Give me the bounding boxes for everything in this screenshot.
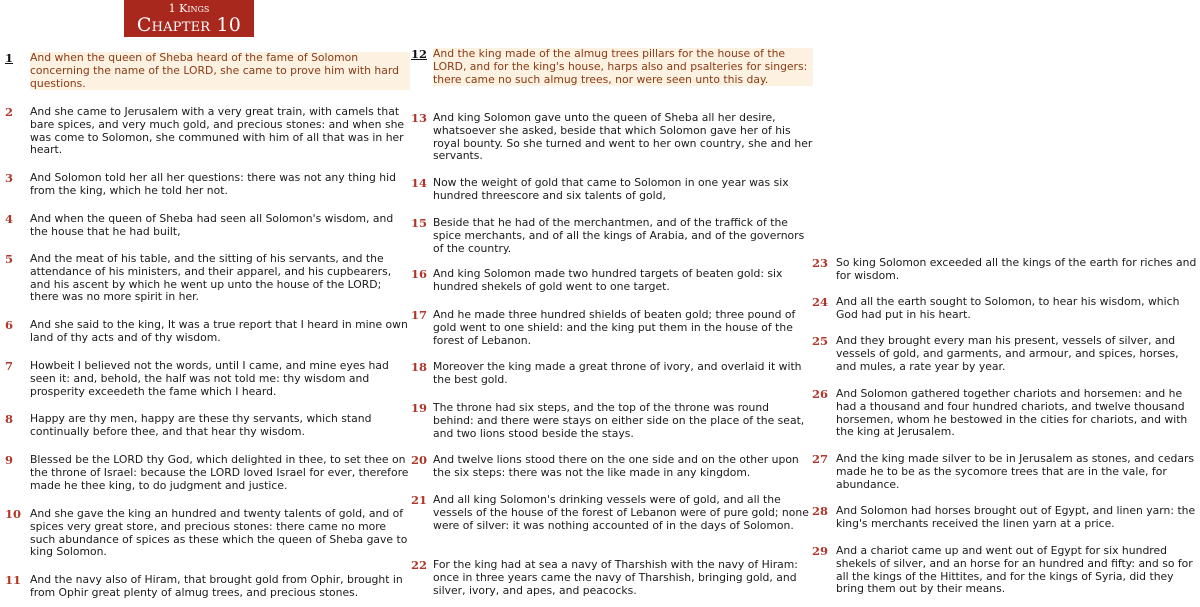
verse-number[interactable]: 26 — [812, 387, 829, 401]
verse-number[interactable]: 17 — [411, 308, 428, 322]
verse-number[interactable]: 9 — [5, 453, 14, 467]
verse-text: And he made three hundred shields of beaten gold; three pound of gold went to one shield: and the king put them in the house of the forest of Lebanon. — [433, 308, 796, 347]
verse-number[interactable]: 16 — [411, 267, 428, 281]
verse-number[interactable]: 15 — [411, 216, 428, 230]
verse-text: And a chariot came up and went out of Egypt for six hundred shekels of silver, and an horse for an hundred and fifty: and so for all the kings of the Hittites, and for the kings of Syria, did they bring them out by their means. — [836, 544, 1193, 596]
verse-text: Blessed be the LORD thy God, which delighted in thee, to set thee on the throne of Israel: because the LORD loved Israel for ever, therefore made he thee king, to do judgment and justice. — [30, 453, 409, 492]
verse-number[interactable]: 25 — [812, 334, 829, 348]
verse-number[interactable]: 8 — [5, 412, 14, 426]
verse-number[interactable]: 23 — [812, 256, 829, 270]
verse-number[interactable]: 5 — [5, 252, 14, 266]
verse-number[interactable]: 19 — [411, 401, 428, 415]
verse-number[interactable]: 24 — [812, 295, 829, 309]
verse-text: And the navy also of Hiram, that brought gold from Ophir, brought in from Ophir great plenty of almug trees, and precious stones. — [30, 573, 403, 599]
verse-number[interactable]: 12 — [411, 47, 428, 61]
verse-text: And when the queen of Sheba had seen all Solomon's wisdom, and the house that he had built, — [30, 212, 394, 238]
verse-number[interactable]: 1 — [5, 51, 14, 65]
verse-text: And all king Solomon's drinking vessels were of gold, and all the vessels of the house of the forest of Lebanon were of pure gold; none were of silver: it was nothing accounted of in the days of Solomon. — [433, 493, 809, 532]
verse-number[interactable]: 4 — [5, 212, 14, 226]
verse-text: For the king had at sea a navy of Tharshish with the navy of Hiram: once in three years came the navy of Tharshish, bringing gold, and silver, ivory, and apes, and peacocks. — [433, 558, 798, 597]
chapter-header — [124, 0, 254, 37]
verse-text: And the meat of his table, and the sitting of his servants, and the attendance of his ministers, and their apparel, and his cupbearers, and his ascent by which he went up unto the house of the LORD; there was no more spirit in her. — [30, 252, 392, 304]
verse-number[interactable]: 2 — [5, 105, 14, 119]
verse-text: Happy are thy men, happy are these thy servants, which stand continually before thee, and that hear thy wisdom. — [30, 412, 372, 438]
chapter-title: Chapter 10 — [136, 14, 242, 36]
verse-number[interactable]: 21 — [411, 493, 428, 507]
verse-text: And Solomon had horses brought out of Egypt, and linen yarn: the king's merchants received the linen yarn at a price. — [836, 504, 1196, 530]
verse-number[interactable]: 22 — [411, 558, 428, 572]
verse-text: And king Solomon made two hundred targets of beaten gold: six hundred shekels of gold went to one target. — [433, 267, 783, 293]
verse-text: And she came to Jerusalem with a very great train, with camels that bare spices, and very much gold, and precious stones: and when she was come to Solomon, she communed with him of all that was in her heart. — [30, 105, 405, 157]
verse-number[interactable]: 28 — [812, 504, 829, 518]
verse-number[interactable]: 11 — [5, 573, 22, 587]
verse-number[interactable]: 10 — [5, 507, 22, 521]
verse-text: Now the weight of gold that came to Solomon in one year was six hundred threescore and six talents of gold, — [433, 176, 789, 202]
verse-text: So king Solomon exceeded all the kings of the earth for riches and for wisdom. — [836, 256, 1197, 282]
verse-number[interactable]: 18 — [411, 360, 428, 374]
verse-text: And Solomon told her all her questions: there was not any thing hid from the king, which he told her not. — [30, 171, 396, 197]
verse-text: And all the earth sought to Solomon, to hear his wisdom, which God had put in his heart. — [836, 295, 1180, 321]
book-title: 1 Kings — [168, 2, 210, 15]
verse-text: Moreover the king made a great throne of ivory, and overlaid it with the best gold. — [433, 360, 802, 386]
verse-number[interactable]: 14 — [411, 176, 428, 190]
verse-text: And twelve lions stood there on the one side and on the other upon the six steps: there was not the like made in any kingdom. — [433, 453, 799, 479]
verse-number[interactable]: 3 — [5, 171, 14, 185]
verse-text: And the king made of the almug trees pillars for the house of the LORD, and for the king's house, harps also and psalteries for singers: there came no such almug trees, nor were seen unto this day. — [433, 48, 813, 86]
verse-number[interactable]: 7 — [5, 359, 14, 373]
verse-text: And when the queen of Sheba heard of the fame of Solomon concerning the name of the LORD, she came to prove him with hard questions. — [30, 52, 410, 90]
verse-text: And she said to the king, It was a true report that I heard in mine own land of thy acts and of thy wisdom. — [30, 318, 408, 344]
verse-text: And king Solomon gave unto the queen of Sheba all her desire, whatsoever she asked, beside that which Solomon gave her of his royal bounty. So she turned and went to her own country, she and her servants. — [433, 111, 813, 163]
verse-text: And Solomon gathered together chariots and horsemen: and he had a thousand and four hundred chariots, and twelve thousand horsemen, whom he bestowed in the cities for chariots, and with the king at Jerusalem. — [836, 387, 1188, 439]
verse-text: Beside that he had of the merchantmen, and of the traffick of the spice merchants, and of all the kings of Arabia, and of the governors of the country. — [433, 216, 805, 255]
verse-number[interactable]: 13 — [411, 111, 428, 125]
verse-text: And they brought every man his present, vessels of silver, and vessels of gold, and garments, and armour, and spices, horses, and mules, a rate year by year. — [836, 334, 1179, 373]
verse-text: The throne had six steps, and the top of the throne was round behind: and there were stays on either side on the place of the seat, and two lions stood beside the stays. — [433, 401, 805, 440]
verse-text: Howbeit I believed not the words, until I came, and mine eyes had seen it: and, behold, the half was not told me: thy wisdom and prosperity exceedeth the fame which I heard. — [30, 359, 389, 398]
verse-number[interactable]: 29 — [812, 544, 829, 558]
verse-number[interactable]: 20 — [411, 453, 428, 467]
verse-number[interactable]: 27 — [812, 452, 829, 466]
verse-number[interactable]: 6 — [5, 318, 14, 332]
verse-text: And she gave the king an hundred and twenty talents of gold, and of spices very great store, and precious stones: there came no more such abundance of spices as these which the queen of Sheba gave to king Solomon. — [30, 507, 408, 559]
verse-text: And the king made silver to be in Jerusalem as stones, and cedars made he to be as the sycomore trees that are in the vale, for abundance. — [836, 452, 1195, 491]
